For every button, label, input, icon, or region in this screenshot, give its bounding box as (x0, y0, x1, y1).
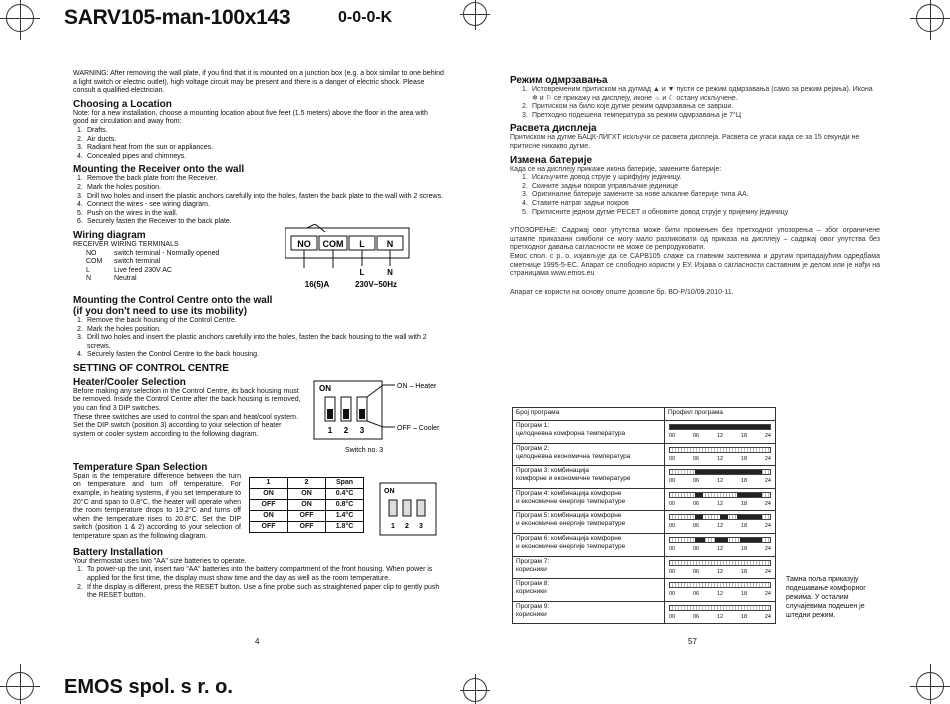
crop-mark-bottom-center (460, 674, 490, 704)
heater-text: Before making any selection in the Control Centre, its back housing must be removed. Inside the Control Centre after the back housing is removed, you can find 3 DIP switches. (73, 387, 301, 413)
svg-text:1: 1 (391, 522, 395, 530)
section-title-setting: SETTING OF CONTROL CENTRE (73, 362, 229, 374)
control-list (73, 317, 445, 360)
section-title-control-1: Mounting the Control Centre onto the wall (73, 294, 273, 306)
list-item: 2. If the display is different, press the RESET button. Use a fine probe such as straightened paper clip to gently push the RESET button. (77, 583, 440, 600)
battery-change-text: Када се на дисплеју прикаже икона батерије, замените батерије: (510, 165, 722, 173)
crop-mark-bottom-left (0, 664, 40, 704)
svg-text:ON – Heater: ON – Heater (397, 382, 437, 390)
program-row: Програм 8: корисники 00 06 12 18 24 (513, 578, 775, 601)
list-item: 1. Remove the back plate from the Receiver. (77, 175, 218, 183)
program-row: Програм 6: комбинација комфорне и економичне енергије температуре 00 06 12 18 24 (513, 533, 775, 556)
table-row: OFF ON 0.8°C (250, 499, 364, 510)
span-table: 1 2 Span ON ON 0.4°C OFF ON 0.8°C ON OFF 1.4°C OFF OFF 1.8°C (249, 477, 364, 533)
svg-text:2: 2 (405, 522, 409, 530)
document-code: 0-0-0-K (338, 9, 393, 26)
crop-mark-top-center (460, 0, 490, 30)
comfort-segment (695, 515, 703, 519)
crop-mark-top-left (0, 0, 40, 40)
right-page-column (510, 72, 880, 297)
svg-text:L: L (359, 267, 365, 277)
warning-text: WARNING: After removing the wall plate, if you find that it is mounted on a junction box (e.g. a box similar to one behind a light switch or electric outlet), high voltage circuit may be present and there is a danger of electric shock. Please consult a qualified electrician. (73, 70, 444, 95)
section-title-wiring: Wiring diagram (73, 229, 146, 241)
program-profile-bar (669, 492, 771, 498)
section-title-defrost: Режим одмрзавања (510, 75, 608, 86)
terminal-n-label: N (386, 238, 394, 249)
program-profile-bar (669, 447, 771, 453)
battery-text: Your thermostat uses two "AA" size batteries to operate. (73, 557, 247, 565)
comfort-segment (740, 538, 762, 542)
program-row: Програм 4: комбинација комфорне и економичне енергије температуре 00 06 12 18 24 (513, 488, 775, 511)
section-title-span: Temperature Span Selection (73, 461, 208, 473)
svg-text:2: 2 (343, 425, 349, 435)
emos-declaration: Емос спол. с р. о. изјављује да се САРВ105 слаже са главним захтевима и другим припадајућим одредбама сметнице 1995-5-ЕС. Апарат се слободно користи у ЕУ. Изјава о сагласности саставним је делом или је нађи на страницама www.emos.eu (510, 252, 880, 278)
list-item: 3. Оригиналне батерије замените за нове алкалне батерије типа АА. (522, 191, 749, 199)
list-item: 1. To power-up the unit, insert two "AA" batteries into the battery compartment of the front housing. When power is applied for the first time, the display must show time and the day as well as the room temperature. (77, 566, 433, 583)
list-item: 2. Mark the holes position. (77, 183, 161, 191)
program-row: Програм 2: целодневна економична температура 00 06 12 18 24 (513, 443, 775, 466)
section-title-backlight: Расвета дисплеја (510, 123, 597, 135)
comfort-segment (720, 515, 728, 519)
list-item: 4. Concealed pipes and chimneys. (77, 152, 187, 160)
svg-text:N: N (387, 267, 393, 277)
program-profile-bar (669, 605, 771, 611)
time-ticks: 00 06 12 18 24 (669, 500, 771, 507)
comfort-segment (715, 538, 728, 542)
battery-list (73, 566, 445, 600)
terminal-com-label: COM (322, 238, 344, 249)
list-item: 3. Drill two holes and insert the plastic anchors carefully into the holes, fasten the back housing to the wall with 2 screws. (77, 334, 427, 350)
section-title-mounting: Mounting the Receiver onto the wall (73, 164, 245, 176)
document-title: SARV105-man-100x143 (64, 6, 291, 29)
list-item: 4. Connect the wires - see wiring diagram. (77, 201, 210, 209)
list-item: 5. Притисните једном дугме РЕСЕТ и обновите довод струје у пријемну јединицу (522, 208, 789, 216)
table-row: OFF OFF 1.8°C (250, 521, 364, 532)
permit-text: Апарат се користи на основу опште дозволе бр. ВО-Р/10/09.2010-11. (510, 288, 734, 296)
time-ticks: 00 06 12 18 24 (669, 568, 771, 575)
list-item: 4. Securely fasten the Control Centre to the back housing. (77, 351, 259, 359)
program-row: Програм 9: корисники 00 06 12 18 24 (513, 601, 775, 624)
program-row: Програм 3: комбинација комфорне и економичне температуре 00 06 12 18 24 (513, 465, 775, 488)
program-profile-bar (669, 537, 771, 543)
list-item: 1. Remove the back housing of the Control Centre. (77, 316, 237, 324)
crop-mark-top-right (910, 0, 950, 40)
section-title-control-2: (if you don't need to use its mobility) (73, 305, 248, 317)
rating-label: 16(5)A (304, 279, 330, 289)
program-note: Тамна поља приказују подешавање комфорног режима. У осталим случајевима подешен је штедни режим. (786, 576, 866, 619)
list-item: 2. Air ducts. (77, 135, 117, 143)
program-row: Програм 5: комбинација комфорне и економичне енергије температуре 00 06 12 18 24 (513, 510, 775, 533)
time-ticks: 00 06 12 18 24 (669, 478, 771, 485)
program-profile-bar (669, 469, 771, 475)
span-text: Span is the temperature difference between the turn on temperature and turn off temperature. For example, in heating systems, if you set temperature to 20°C and span to 0.8°C, the heater will operate when the room temperature drops to 19.2°C and turns off when the temperature rises to 20.8°C. Set the DIP switch (position 1 & 2) according to your selection of temperature span as the following diagram. (73, 472, 241, 541)
list-item: 3. Drill two holes and insert the plastic anchors carefully into the holes, fasten the back plate to the wall with 2 screws. (77, 192, 444, 200)
warning-text-sr: УПОЗОРЕЊЕ: Садржај овог упутства може бити промењен без претходног упозорења – због ограничене штампе приказани симболи се могу мало разликовати од приказа на дисплеју – садржај овог упутства без претходног давања сагласности не може се репродуковати. (510, 227, 880, 252)
comfort-segment (695, 470, 762, 474)
section-title-choosing: Choosing a Location (73, 98, 172, 110)
svg-text:1: 1 (327, 425, 333, 435)
program-profile-bar (669, 560, 771, 566)
choosing-text: Note: for a new installation, choose a mounting location about five feet (1.5 meters) above the floor in the area with good air circulation and away from: (73, 109, 428, 126)
time-ticks: 00 06 12 18 24 (669, 545, 771, 552)
program-table (512, 407, 776, 624)
program-profile-bar (669, 514, 771, 520)
section-title-battery-change: Измена батерије (510, 154, 593, 166)
comfort-segment (737, 493, 762, 497)
comfort-segment (695, 538, 705, 542)
section-title-battery: Battery Installation (73, 546, 164, 558)
list-item: 2. Притиском на било које дугме режим одмрзавања се заврши. (522, 103, 734, 111)
dip-switch-span-diagram (379, 482, 437, 540)
battery-change-list (510, 174, 880, 217)
svg-text:Switch no. 3: Switch no. 3 (345, 446, 384, 454)
left-page-number: 4 (255, 637, 260, 646)
svg-text:3: 3 (359, 425, 365, 435)
list-item: 3. Претходно подешена температура за режим одмрзавања је 7°Ц (522, 111, 742, 119)
wiring-terminal-list: NO switch terminal - Normally opened COM switch terminal L Live feed 230V AC N Neutral (86, 249, 220, 283)
choosing-list (73, 127, 445, 161)
time-ticks: 00 06 12 18 24 (669, 455, 771, 462)
table-row: ON ON 0.4°C (250, 488, 364, 499)
list-item: 1. Drafts. (77, 126, 108, 134)
list-item: 4. Ставите натраг задњи покров (522, 199, 629, 207)
wiring-diagram (285, 224, 435, 292)
supply-label: 230V~50Hz (354, 279, 398, 289)
defrost-list (510, 86, 880, 120)
svg-text:ON: ON (384, 487, 395, 495)
time-ticks: 00 06 12 18 24 (669, 613, 771, 620)
time-ticks: 00 06 12 18 24 (669, 433, 771, 439)
list-item: 2. Mark the holes position. (77, 325, 161, 333)
company-name: EMOS spol. s r. o. (64, 676, 233, 698)
backlight-text: Притиском на дугме БАЦК-ЛИГХТ искључи се расвета дисплеја. Расвета се угаси када се за 15 секунди не притисне никакво дугме. (510, 134, 860, 150)
time-ticks: 00 06 12 18 24 (669, 523, 771, 530)
terminal-no-label: NO (297, 238, 311, 249)
list-item: 1. Истовременим притиском на дугмад ▲ и ▼ пусти се режим одмрзавања (само за режим рејања). Икона ❄ и ⚐ се прикажу на дисплеју, иконе ☼ и ☾ остану искључене. (522, 86, 873, 102)
mounting-list (73, 175, 445, 227)
svg-text:OFF – Cooler: OFF – Cooler (397, 424, 440, 432)
wiring-subtitle: RECEIVER WIRING TERMINALS (73, 240, 179, 248)
comfort-segment (695, 493, 703, 497)
comfort-segment (737, 515, 762, 519)
program-row: Програм 7: корисники 00 06 12 18 24 (513, 556, 775, 579)
dip-switch-heater-diagram (313, 377, 453, 457)
svg-text:3: 3 (419, 522, 423, 530)
list-item: 1. Искључите довод струје у шрифујну јединицу. (522, 174, 682, 182)
time-ticks: 00 06 12 18 24 (669, 591, 771, 598)
program-row: Програм 1: целодневна комфорна температура 00 06 12 18 24 (513, 420, 775, 443)
program-profile-bar (669, 582, 771, 588)
program-table-header: Број програма Профил програма (513, 408, 775, 420)
list-item: 3. Radiant heat from the sun or appliances. (77, 144, 214, 152)
right-page-number: 57 (688, 637, 697, 646)
terminal-l-label: L (359, 238, 365, 249)
table-row: ON OFF 1.4°C (250, 510, 364, 521)
heater-text-2: These three switches are used to control the span and heat/cool system. Set the DIP switch (position 3) according to your selection of heater system or cooler system according to the following diagram. (73, 413, 298, 438)
list-item: 5. Push on the wires in the wall. (77, 209, 178, 217)
program-profile-bar (669, 424, 771, 430)
section-title-heater: Heater/Cooler Selection (73, 376, 186, 388)
svg-text:ON: ON (319, 383, 331, 393)
crop-mark-bottom-right (910, 664, 950, 704)
comfort-segment (670, 425, 770, 429)
list-item: 2. Скините задњи покров управљачке јединице (522, 182, 679, 190)
list-item: 6. Securely fasten the Receiver to the back plate. (77, 218, 232, 226)
left-page-column (73, 70, 445, 601)
